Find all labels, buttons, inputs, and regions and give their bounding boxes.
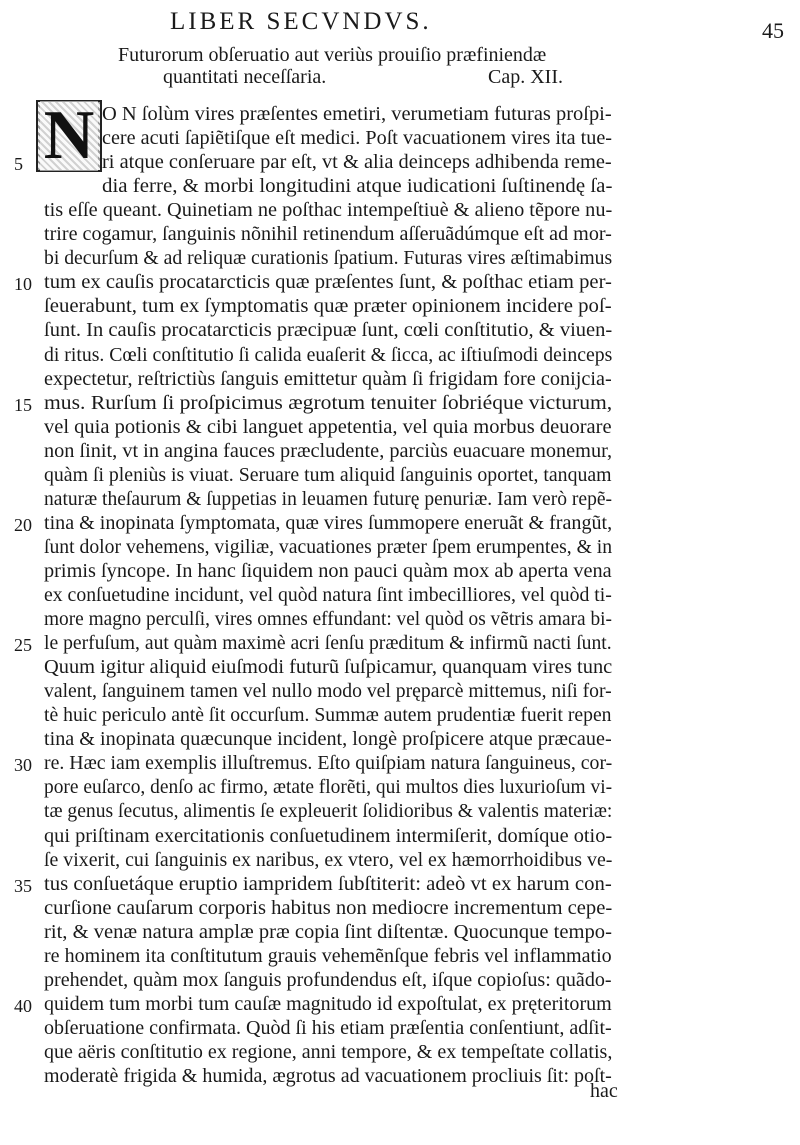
line-text: trire cogamur, ſanguinis nõnihil retinendum aſſeruãdúmque eſt ad mor- [44,223,612,246]
line-number: 30 [14,755,32,776]
line-text: vel quia potionis & cibi languet appetentia, vel quia morbus deuorare [44,415,612,438]
line-text: ri atque conſeruare par eſt, vt & alia deinceps adhibenda reme- [102,151,612,174]
line-text: naturæ theſaurum & ſuppetias in leuamen futurę penuriæ. Iam verò repẽ- [44,487,613,510]
line-text: obſeruatione confirmata. Quòd ſi his etiam præſentia conſentiunt, adſit- [44,1016,612,1039]
page-number: 45 [762,18,784,43]
line-text: bi decurſum & ad reliquæ curationis ſpatium. Futuras vires æſtimabimus [44,247,613,270]
line-number: 5 [14,154,23,175]
line-text: qui priſtinam exercitationis conſuetudinem intermiſerit, domíque otio- [44,824,613,847]
line-text: mus. Rurſum ſi proſpicimus ægrotum tenuiter ſobriéque victurum, [44,391,613,414]
line-text: tis eſſe queant. Quinetiam ne poſthac intempeſtiuè & alieno tẽpore nu- [44,199,613,222]
line-text: tum ex cauſis procatarcticis quæ præſentes ſunt, & poſthac etiam per- [44,271,612,294]
line-number: 20 [14,514,32,535]
line-text: Quum igitur aliquid eiuſmodi futurũ ſuſpicamur, quanquam vires tunc [44,656,613,679]
line-text: ſeuerabunt, tum ex ſymptomatis quæ præter opinionem incidere poſ- [44,295,612,318]
line-text: ſunt. In cauſis procatarcticis præcipuæ ſunt, cœli conſtitutio, & viuen- [44,319,613,342]
chapter-title-line-2: quantitati neceſſaria. [163,66,327,88]
line-text: ſunt dolor vehemens, vigiliæ, vacuationes præter ſpem erumpentes, & in [44,535,613,558]
line-text: tè huic periculo antè ſit occurſum. Summæ autem prudentiæ fuerit repen [44,704,612,727]
line-text: expectetur, reſtrictiùs ſanguis emittetur quàm ſi frigidam fore conijcia- [44,367,612,390]
line-text: moderatè frigida & humida, ægrotus ad vacuationem procliuis ſit: poſt- [44,1065,612,1087]
line-text: tina & inopinata quæcunque incident, longè proſpicere atque præcaue- [44,728,612,751]
chapter-title-line-1: Futurorum obſeruatio aut veriùs prouiſio præfiniendæ [118,44,547,66]
line-text: pore euſarco, denſo ac firmo, ætate florẽti, qui multos dies luxurioſum vi- [44,776,613,799]
line-number: 25 [14,635,32,656]
line-text: more magno perculſi, vires omnes effundant: vel quòd os vẽtris amara bi- [44,608,612,631]
line-text: prehendet, quàm mox ſanguis profundendus eſt, iſque copioſus: quãdo- [44,968,612,991]
line-text: non ſinit, vt in angina fauces præcludente, parciùs euacuare monemur, [44,439,613,462]
line-number: 40 [14,995,32,1016]
line-text: O N ſolùm vires præſentes emetiri, verumetiam futuras proſpi- [102,103,612,125]
line-text: rit, & venæ natura amplæ præ copia ſint diſtentæ. Quocunque tempo- [44,920,612,943]
line-text: re hominem ita conſtitutum grauis vehemẽnſque febris vel inflammatio [44,944,612,967]
line-text: dia ferre, & morbi longitudini atque iudicationi ſuſtinendę ſa- [102,175,613,198]
line-text: quàm ſi pleniùs is viuat. Seruare tum aliquid ſanguinis oportet, tanquam [44,463,612,486]
line-text: cere acuti ſapiẽtiſque eſt medici. Poſt vacuationem vires ita tue- [102,127,612,150]
line-text: di ritus. Cœli conſtitutio ſi calida euaſerit & ſicca, ac iſtiuſmodi deinceps [44,343,613,366]
line-text: re. Hæc iam exemplis illuſtremus. Eſto quiſpiam natura ſanguineus, cor- [44,752,613,775]
line-text: tus conſuetáque eruptio iampridem ſubſtiterit: adeò vt ex harum con- [44,872,612,895]
line-text: tina & inopinata ſymptomata, quæ vires ſummopere eneruãt & frangũt, [44,511,613,534]
line-text: le perfuſum, aut quàm maximè acri ſenſu præditum & infirmũ nacti ſunt. [44,632,612,655]
decorated-initial-letter: N [40,101,99,171]
line-number: 35 [14,875,32,896]
catchword: hac [590,1080,618,1102]
line-text: que aëris conſtitutio ex regione, anni tempore, & ex tempeſtate collatis, [44,1040,613,1063]
line-text: tæ genus ſecutus, alimentis ſe expleuerit ſolidioribus & valentis materiæ: [44,800,613,823]
line-text: curſione cauſarum corporis habitus non mediocre incrementum cepe- [44,896,613,919]
line-text: valent, ſanguinem tamen vel nullo modo vel pręparcè mittemus, niſi for- [44,680,612,703]
line-text: ex conſuetudine incidunt, vel quòd natura ſint imbecilliores, vel quòd ti- [44,584,612,606]
running-head: LIBER SECVNDVS. [170,8,432,35]
decorated-initial [36,97,102,174]
line-number: 15 [14,394,32,415]
line-text: primis ſyncope. In hanc ſiquidem non pauci quàm mox ab aperta vena [44,559,612,582]
line-number: 10 [14,274,32,295]
chapter-label: Cap. XII. [488,66,563,88]
line-text: ſe vixerit, cui ſanguinis ex naribus, ex vtero, vel ex hæmorrhoidibus ve- [44,848,613,871]
line-text: quidem tum morbi tum cauſæ magnitudo id expoſtulat, ex pręteritorum [44,992,612,1015]
